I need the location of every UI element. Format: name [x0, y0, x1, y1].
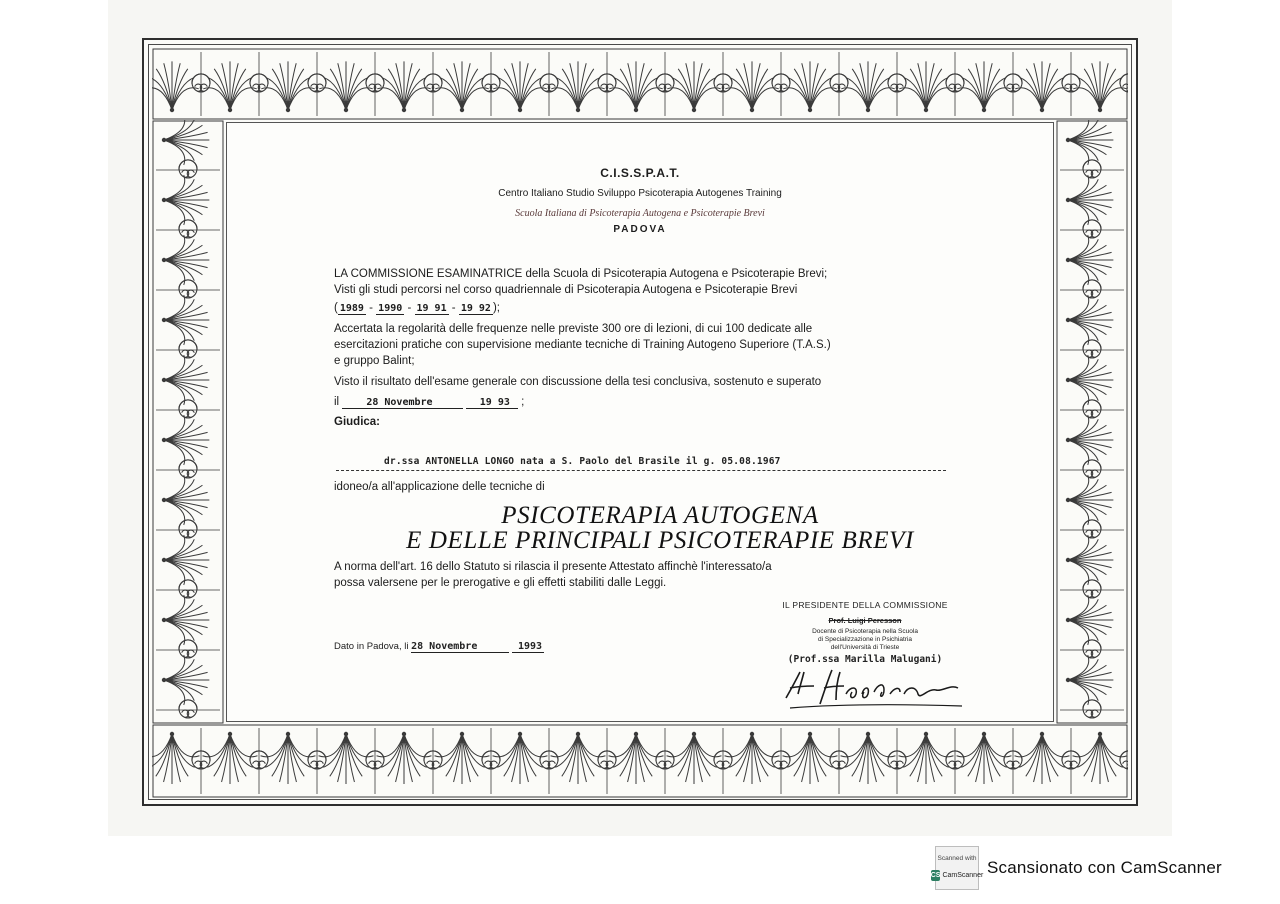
exam-date-line: il 28 Novembre 19 93 ;: [334, 396, 525, 408]
exercises-line: esercitazioni pratiche con supervisione mediante tecniche di Training Autogeno Superiore (T.A.S.): [334, 339, 831, 351]
issue-day: 28 Novembre: [411, 641, 509, 653]
exam-day: 28 Novembre: [342, 397, 462, 409]
institute-name: Centro Italiano Studio Sviluppo Psicoterapia Autogenes Training: [498, 188, 782, 199]
prerogatives-line: possa valersene per le prerogative e gli effetti stabiliti dalle Leggi.: [334, 577, 667, 589]
balint-line: e gruppo Balint;: [334, 355, 415, 367]
camscanner-caption: Scansionato con CamScanner: [987, 857, 1222, 877]
attendance-line: Accertata la regolarità delle frequenze nelle previste 300 ore di lezioni, di cui 100 dedicate alle: [334, 323, 813, 335]
handwritten-signature: [780, 664, 970, 714]
course-line: Visti gli studi percorsi nel corso quadriennale di Psicoterapia Autogena e Psicoterapie Brevi: [334, 284, 798, 296]
giudica-label: Giudica:: [334, 416, 381, 428]
issue-date-line: Dato in Padova, li 28 Novembre 1993: [334, 641, 543, 652]
year-2: 1990: [378, 303, 403, 314]
ornament-border-right: [1056, 120, 1128, 724]
year-4: 19 92: [460, 303, 491, 314]
commission-line: LA COMMISSIONE ESAMINATRICE della Scuola di Psicoterapia Autogena e Psicoterapie Brevi;: [334, 268, 828, 280]
issue-year: 1993: [512, 641, 544, 653]
year-1: 1989: [339, 303, 364, 314]
candidate-details: dr.ssa ANTONELLA LONGO nata a S. Paolo del Brasile il g. 05.08.1967: [384, 456, 781, 467]
exam-year: 19 93: [466, 397, 518, 409]
signer-role: Docente di Psicoterapia nella Scuola di Specializzazione in Psichiatria dell'Università di Trieste: [812, 628, 918, 651]
camscanner-logo: Scanned with CS CamScanner: [935, 846, 979, 890]
institute-city: PADOVA: [613, 224, 667, 235]
school-name: Scuola Italiana di Psicoterapia Autogena e Psicoterapie Brevi: [515, 208, 765, 219]
statute-line: A norma dell'art. 16 dello Statuto si rilascia il presente Attestato affinchè l'interessato/a: [334, 561, 772, 573]
ornament-border-top: [152, 48, 1128, 120]
signer-name: (Prof.ssa Marilla Malugani): [787, 654, 943, 665]
certificate-title-line-2: E DELLE PRINCIPALI PSICOTERAPIE BREVI: [406, 527, 914, 554]
ornament-border-bottom: [152, 724, 1128, 798]
camscanner-icon: CS: [930, 872, 941, 879]
exam-line: Visto il risultato dell'esame generale con discussione della tesi conclusiva, sostenuto e superato: [334, 376, 822, 388]
signature-block: [752, 600, 978, 665]
struck-name: Prof. Luigi Peresson: [828, 616, 902, 625]
ornament-border-left: [152, 120, 224, 724]
idoneo-line: idoneo/a all'applicazione delle tecniche di: [334, 481, 545, 493]
certificate-title-line-1: PSICOTERAPIA AUTOGENA: [501, 502, 819, 529]
president-title: IL PRESIDENTE DELLA COMMISSIONE: [782, 600, 948, 610]
camscanner-watermark: [930, 845, 1222, 890]
institute-acronym: C.I.S.S.P.A.T.: [600, 166, 680, 180]
years-line: ( 1989 - 1990 - 19 91 - 19 92 );: [334, 302, 500, 314]
year-3: 19 91: [416, 303, 447, 314]
